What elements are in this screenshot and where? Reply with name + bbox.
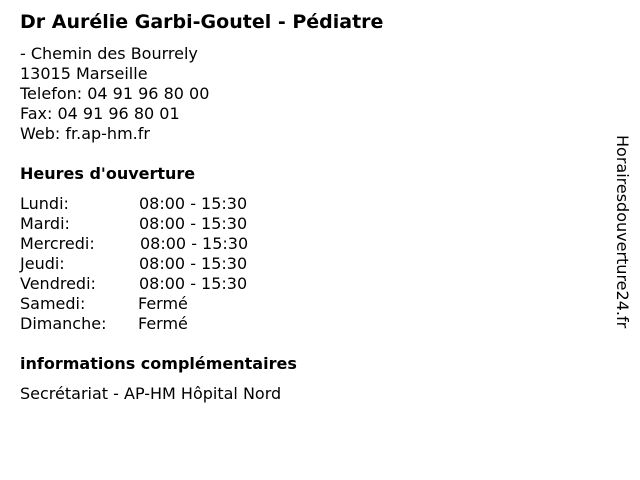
day-label: Vendredi: (20, 274, 96, 293)
time-value: Fermé (138, 294, 188, 313)
info-text: Secrétariat - AP-HM Hôpital Nord (20, 384, 282, 403)
day-label: Samedi: (20, 294, 86, 313)
day-label: Mercredi: (20, 234, 95, 253)
time-value: 08:00 - 15:30 (139, 254, 248, 273)
time-value: 08:00 - 15:30 (139, 274, 248, 293)
time-value: Fermé (138, 314, 188, 333)
day-label: Lundi: (20, 194, 69, 213)
page-title: Dr Aurélie Garbi-Goutel - Pédiatre (20, 11, 384, 33)
address-city: 13015 Marseille (20, 64, 148, 83)
hours-heading: Heures d'ouverture (20, 164, 196, 183)
time-value: 08:00 - 15:30 (139, 194, 248, 213)
address-block (20, 44, 209, 144)
info-heading: informations complémentaires (20, 354, 297, 373)
fax-number: Fax: 04 91 96 80 01 (20, 104, 180, 123)
phone-number: Telefon: 04 91 96 80 00 (20, 84, 210, 103)
day-label: Mardi: (20, 214, 70, 233)
site-watermark: Horairesdouverture24.fr (613, 135, 632, 329)
day-label: Dimanche: (20, 314, 107, 333)
day-label: Jeudi: (20, 254, 65, 273)
website-link: Web: fr.ap-hm.fr (20, 124, 150, 143)
time-value: 08:00 - 15:30 (140, 234, 249, 253)
time-value: 08:00 - 15:30 (139, 214, 248, 233)
address-street: - Chemin des Bourrely (20, 44, 198, 63)
